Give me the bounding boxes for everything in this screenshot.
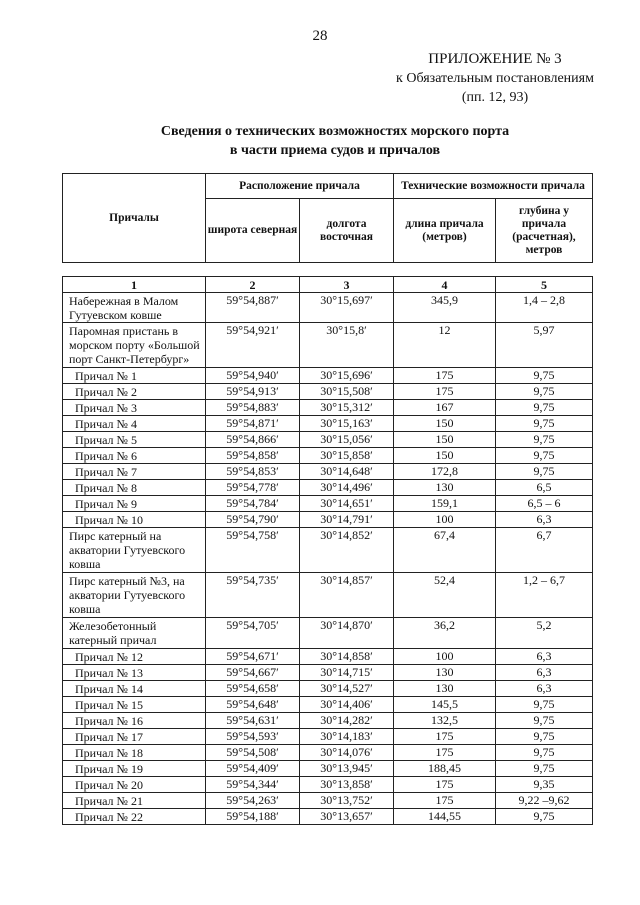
depth-cell: 9,75	[496, 432, 593, 448]
table-row	[63, 293, 593, 323]
longitude-cell: 30°14,406′	[300, 697, 394, 713]
latitude-cell: 59°54,921′	[206, 323, 300, 368]
longitude-cell: 30°14,715′	[300, 665, 394, 681]
table-row	[63, 323, 593, 368]
longitude-cell: 30°15,508′	[300, 384, 394, 400]
depth-cell: 9,35	[496, 777, 593, 793]
length-cell: 130	[394, 665, 496, 681]
header-longitude: долгота восточная	[300, 199, 394, 263]
header-capabilities: Технические возможности причала	[394, 174, 593, 199]
length-cell: 67,4	[394, 528, 496, 573]
table-row	[63, 681, 593, 697]
table-row	[63, 573, 593, 618]
berth-name-cell: Причал № 1	[63, 368, 206, 384]
berth-name-cell: Причал № 16	[63, 713, 206, 729]
depth-cell: 9,75	[496, 400, 593, 416]
berth-name-cell: Причал № 8	[63, 480, 206, 496]
table-row	[63, 416, 593, 432]
title-line-2: в части приема судов и причалов	[229, 143, 441, 158]
table-row	[63, 528, 593, 573]
longitude-cell: 30°14,648′	[300, 464, 394, 480]
longitude-cell: 30°13,858′	[300, 777, 394, 793]
longitude-cell: 30°14,282′	[300, 713, 394, 729]
length-cell: 100	[394, 649, 496, 665]
length-cell: 175	[394, 777, 496, 793]
longitude-cell: 30°14,791′	[300, 512, 394, 528]
depth-cell: 9,75	[496, 368, 593, 384]
table-row	[63, 512, 593, 528]
header-depth: глубина у причала (расчетная), метров	[496, 199, 593, 263]
berth-name-cell: Причал № 13	[63, 665, 206, 681]
berth-name-cell: Причал № 5	[63, 432, 206, 448]
depth-cell: 9,75	[496, 745, 593, 761]
berth-name-cell: Пирс катерный на акватории Гутуевского ковша	[63, 528, 206, 573]
longitude-cell: 30°13,752′	[300, 793, 394, 809]
length-cell: 345,9	[394, 293, 496, 323]
longitude-cell: 30°14,858′	[300, 649, 394, 665]
column-number-row	[63, 277, 593, 293]
depth-cell: 6,5	[496, 480, 593, 496]
longitude-cell: 30°14,651′	[300, 496, 394, 512]
latitude-cell: 59°54,344′	[206, 777, 300, 793]
latitude-cell: 59°54,853′	[206, 464, 300, 480]
table-row	[63, 745, 593, 761]
berth-name-cell: Пирс катерный №3, на акватории Гутуевского ковша	[63, 573, 206, 618]
latitude-cell: 59°54,871′	[206, 416, 300, 432]
berth-name-cell: Железобетонный катерный причал	[63, 618, 206, 649]
longitude-cell: 30°14,183′	[300, 729, 394, 745]
length-cell: 175	[394, 793, 496, 809]
col-number-4: 4	[394, 277, 496, 293]
length-cell: 145,5	[394, 697, 496, 713]
longitude-cell: 30°14,527′	[300, 681, 394, 697]
table-row	[63, 448, 593, 464]
depth-cell: 6,3	[496, 512, 593, 528]
longitude-cell: 30°14,076′	[300, 745, 394, 761]
berth-name-cell: Причал № 2	[63, 384, 206, 400]
longitude-cell: 30°15,8′	[300, 323, 394, 368]
longitude-cell: 30°13,657′	[300, 809, 394, 825]
table-row	[63, 480, 593, 496]
table-row	[63, 729, 593, 745]
berth-name-cell: Причал № 3	[63, 400, 206, 416]
col-number-2: 2	[206, 277, 300, 293]
berth-name-cell: Причал № 9	[63, 496, 206, 512]
depth-cell: 6,7	[496, 528, 593, 573]
depth-cell: 1,4 – 2,8	[496, 293, 593, 323]
length-cell: 150	[394, 432, 496, 448]
appendix-block	[380, 50, 610, 107]
latitude-cell: 59°54,508′	[206, 745, 300, 761]
header-latitude: широта северная	[206, 199, 300, 263]
header-length: длина причала (метров)	[394, 199, 496, 263]
document-title	[130, 122, 540, 160]
depth-cell: 9,75	[496, 809, 593, 825]
depth-cell: 9,22 –9,62	[496, 793, 593, 809]
latitude-cell: 59°54,866′	[206, 432, 300, 448]
longitude-cell: 30°15,312′	[300, 400, 394, 416]
latitude-cell: 59°54,631′	[206, 713, 300, 729]
table-row	[63, 793, 593, 809]
appendix-clauses: (пп. 12, 93)	[461, 90, 529, 105]
table-row	[63, 618, 593, 649]
latitude-cell: 59°54,790′	[206, 512, 300, 528]
page-number: 28	[312, 28, 328, 44]
latitude-cell: 59°54,671′	[206, 649, 300, 665]
latitude-cell: 59°54,735′	[206, 573, 300, 618]
length-cell: 175	[394, 368, 496, 384]
depth-cell: 9,75	[496, 384, 593, 400]
table-row	[63, 432, 593, 448]
length-cell: 172,8	[394, 464, 496, 480]
latitude-cell: 59°54,593′	[206, 729, 300, 745]
depth-cell: 1,2 – 6,7	[496, 573, 593, 618]
table-row	[63, 665, 593, 681]
berth-name-cell: Причал № 18	[63, 745, 206, 761]
table-row	[63, 464, 593, 480]
berth-name-cell: Причал № 4	[63, 416, 206, 432]
length-cell: 150	[394, 448, 496, 464]
depth-cell: 9,75	[496, 464, 593, 480]
col-number-5: 5	[496, 277, 593, 293]
depth-cell: 9,75	[496, 713, 593, 729]
table-row	[63, 496, 593, 512]
table-row	[63, 777, 593, 793]
length-cell: 36,2	[394, 618, 496, 649]
latitude-cell: 59°54,648′	[206, 697, 300, 713]
berth-name-cell: Причал № 7	[63, 464, 206, 480]
latitude-cell: 59°54,883′	[206, 400, 300, 416]
length-cell: 159,1	[394, 496, 496, 512]
longitude-cell: 30°13,945′	[300, 761, 394, 777]
depth-cell: 9,75	[496, 729, 593, 745]
longitude-cell: 30°14,496′	[300, 480, 394, 496]
latitude-cell: 59°54,940′	[206, 368, 300, 384]
latitude-cell: 59°54,188′	[206, 809, 300, 825]
length-cell: 132,5	[394, 713, 496, 729]
berth-name-cell: Причал № 17	[63, 729, 206, 745]
length-cell: 175	[394, 729, 496, 745]
table-row	[63, 697, 593, 713]
depth-cell: 9,75	[496, 761, 593, 777]
header-location: Расположение причала	[206, 174, 394, 199]
header-berths: Причалы	[63, 174, 206, 263]
depth-cell: 9,75	[496, 697, 593, 713]
latitude-cell: 59°54,784′	[206, 496, 300, 512]
length-cell: 188,45	[394, 761, 496, 777]
berth-name-cell: Набережная в Малом Гутуевском ковше	[63, 293, 206, 323]
length-cell: 175	[394, 745, 496, 761]
length-cell: 130	[394, 480, 496, 496]
berths-table-body	[63, 277, 593, 825]
latitude-cell: 59°54,913′	[206, 384, 300, 400]
appendix-reference: к Обязательным постановлениям	[396, 71, 594, 86]
berth-name-cell: Причал № 20	[63, 777, 206, 793]
latitude-cell: 59°54,705′	[206, 618, 300, 649]
length-cell: 100	[394, 512, 496, 528]
latitude-cell: 59°54,667′	[206, 665, 300, 681]
table-row	[63, 761, 593, 777]
latitude-cell: 59°54,858′	[206, 448, 300, 464]
berth-name-cell: Причал № 14	[63, 681, 206, 697]
length-cell: 175	[394, 384, 496, 400]
berth-name-cell: Причал № 15	[63, 697, 206, 713]
length-cell: 167	[394, 400, 496, 416]
depth-cell: 9,75	[496, 416, 593, 432]
depth-cell: 9,75	[496, 448, 593, 464]
longitude-cell: 30°15,858′	[300, 448, 394, 464]
depth-cell: 6,3	[496, 665, 593, 681]
longitude-cell: 30°15,056′	[300, 432, 394, 448]
table-row	[63, 368, 593, 384]
latitude-cell: 59°54,263′	[206, 793, 300, 809]
longitude-cell: 30°15,697′	[300, 293, 394, 323]
table-row	[63, 384, 593, 400]
length-cell: 144,55	[394, 809, 496, 825]
length-cell: 150	[394, 416, 496, 432]
berth-name-cell: Паромная пристань в морском порту «Большой порт Санкт-Петербург»	[63, 323, 206, 368]
berth-name-cell: Причал № 22	[63, 809, 206, 825]
berth-name-cell: Причал № 21	[63, 793, 206, 809]
length-cell: 12	[394, 323, 496, 368]
table-row	[63, 713, 593, 729]
table-row	[63, 649, 593, 665]
berth-name-cell: Причал № 6	[63, 448, 206, 464]
depth-cell: 6,3	[496, 681, 593, 697]
col-number-1: 1	[63, 277, 206, 293]
depth-cell: 5,2	[496, 618, 593, 649]
depth-cell: 6,3	[496, 649, 593, 665]
table-header	[62, 173, 593, 263]
berth-name-cell: Причал № 10	[63, 512, 206, 528]
depth-cell: 6,5 – 6	[496, 496, 593, 512]
latitude-cell: 59°54,658′	[206, 681, 300, 697]
appendix-title: ПРИЛОЖЕНИЕ № 3	[428, 51, 562, 67]
longitude-cell: 30°15,696′	[300, 368, 394, 384]
title-line-1: Сведения о технических возможностях морского порта	[160, 124, 510, 139]
latitude-cell: 59°54,778′	[206, 480, 300, 496]
length-cell: 52,4	[394, 573, 496, 618]
length-cell: 130	[394, 681, 496, 697]
berth-name-cell: Причал № 12	[63, 649, 206, 665]
longitude-cell: 30°14,857′	[300, 573, 394, 618]
depth-cell: 5,97	[496, 323, 593, 368]
table-row	[63, 809, 593, 825]
longitude-cell: 30°14,852′	[300, 528, 394, 573]
berths-table	[62, 276, 593, 825]
col-number-3: 3	[300, 277, 394, 293]
table-row	[63, 400, 593, 416]
longitude-cell: 30°15,163′	[300, 416, 394, 432]
latitude-cell: 59°54,758′	[206, 528, 300, 573]
latitude-cell: 59°54,409′	[206, 761, 300, 777]
latitude-cell: 59°54,887′	[206, 293, 300, 323]
longitude-cell: 30°14,870′	[300, 618, 394, 649]
berth-name-cell: Причал № 19	[63, 761, 206, 777]
